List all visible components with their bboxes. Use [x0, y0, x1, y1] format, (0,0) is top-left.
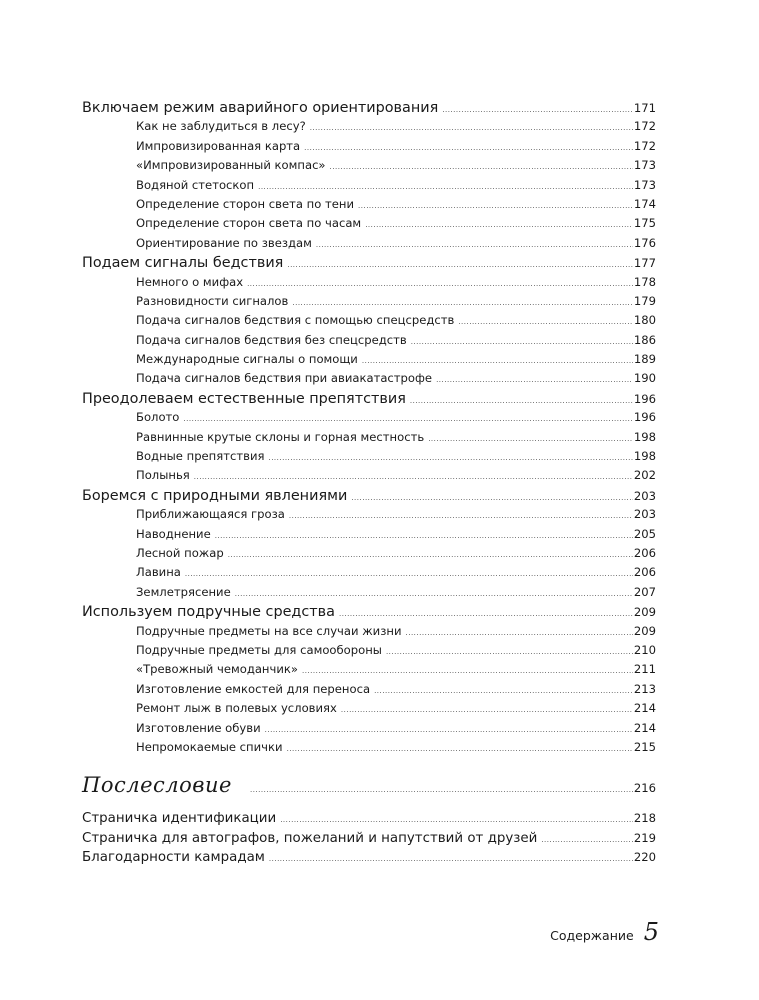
entry-title: Лесной пожар	[136, 545, 224, 560]
dot-leader	[411, 338, 633, 346]
toc-subsection-entry	[82, 352, 656, 371]
dot-leader	[215, 532, 633, 540]
toc-subsection-entry	[82, 371, 656, 390]
dot-leader	[428, 435, 633, 443]
entry-title: Подручные предметы на все случаи жизни	[136, 623, 402, 638]
toc-subsection-entry	[82, 740, 656, 759]
entry-title: Разновидности сигналов	[136, 293, 289, 308]
toc-subsection-entry	[82, 624, 656, 643]
entry-title: Подача сигналов бедствия с помощью спецсредств	[136, 313, 455, 328]
dot-leader	[304, 144, 633, 152]
dot-leader	[194, 473, 633, 481]
entry-title: «Импровизированный компас»	[136, 158, 326, 173]
entry-title: Изготовление обуви	[136, 720, 261, 735]
entry-title: Подручные предметы для самообороны	[136, 642, 382, 657]
entry-page-number: 203	[633, 507, 656, 522]
entry-page-number: 176	[633, 235, 656, 250]
page-number: 5	[643, 918, 659, 946]
entry-page-number: 211	[633, 662, 656, 677]
entry-title: Равнинные крутые склоны и горная местность	[136, 429, 425, 444]
entry-page-number: 173	[633, 177, 656, 192]
entry-page-number: 174	[633, 196, 656, 211]
dot-leader	[302, 667, 633, 675]
entry-page-number: 189	[633, 352, 656, 367]
entry-title: Определение сторон света по тени	[136, 196, 355, 211]
dot-leader	[247, 280, 633, 288]
toc-subsection-entry	[82, 682, 656, 701]
entry-page-number: 214	[633, 720, 656, 735]
dot-leader	[269, 855, 633, 863]
entry-page-number: 180	[633, 313, 656, 328]
toc-subsection-entry	[82, 527, 656, 546]
toc-subsection-entry	[82, 333, 656, 352]
entry-page-number: 209	[633, 623, 656, 638]
toc-subsection-entry	[82, 275, 656, 294]
entry-page-number: 213	[633, 681, 656, 696]
dot-leader	[258, 183, 633, 191]
entry-page-number: 206	[633, 545, 656, 560]
entry-title: Страничка идентификации	[82, 811, 277, 827]
entry-page-number: 216	[633, 781, 656, 796]
toc-subsection-entry	[82, 662, 656, 681]
entry-page-number: 172	[633, 138, 656, 153]
entry-page-number: 190	[633, 371, 656, 386]
dot-leader	[410, 397, 633, 405]
dot-leader	[280, 816, 633, 824]
toc-chapter-entry	[82, 255, 656, 274]
dot-leader	[458, 318, 633, 326]
entry-title: Наводнение	[136, 526, 211, 541]
entry-title: Импровизированная карта	[136, 138, 301, 153]
entry-page-number: 177	[633, 256, 656, 271]
dot-leader	[289, 512, 633, 520]
entry-page-number: 207	[633, 584, 656, 599]
entry-page-number: 218	[633, 811, 656, 826]
toc-subsection-entry	[82, 313, 656, 332]
toc-subsection-entry	[82, 119, 656, 138]
entry-page-number: 209	[633, 605, 656, 620]
entry-title: Землетрясение	[136, 584, 231, 599]
entry-title: Определение сторон света по часам	[136, 216, 362, 231]
entry-title: Используем подручные средства	[82, 604, 335, 621]
entry-title: «Тревожный чемоданчик»	[136, 662, 298, 677]
toc-subsection-entry	[82, 197, 656, 216]
dot-leader	[436, 376, 633, 384]
entry-page-number: 198	[633, 449, 656, 464]
toc-subsection-entry	[82, 585, 656, 604]
entry-page-number: 175	[633, 216, 656, 231]
table-of-contents	[82, 100, 656, 869]
entry-page-number: 196	[633, 391, 656, 406]
toc-subsection-entry	[82, 430, 656, 449]
entry-title: Страничка для автографов, пожеланий и напутствий от друзей	[82, 830, 538, 846]
entry-title: Подача сигналов бедствия без спецсредств	[136, 332, 407, 347]
dot-leader	[406, 629, 633, 637]
entry-page-number: 186	[633, 332, 656, 347]
dot-leader	[287, 261, 633, 269]
toc-subsection-entry	[82, 643, 656, 662]
entry-page-number: 203	[633, 488, 656, 503]
entry-title: Подаем сигналы бедствия	[82, 255, 284, 272]
entry-title: Международные сигналы о помощи	[136, 352, 358, 367]
entry-title: Болото	[136, 410, 180, 425]
dot-leader	[358, 202, 633, 210]
entry-page-number: 179	[633, 293, 656, 308]
entry-title: Преодолеваем естественные препятствия	[82, 390, 406, 407]
toc-subsection-entry	[82, 178, 656, 197]
entry-title: Водные препятствия	[136, 449, 265, 464]
dot-leader	[185, 570, 633, 578]
toc-chapter-entry	[82, 604, 656, 623]
page-footer	[550, 918, 659, 946]
dot-leader	[287, 745, 633, 753]
entry-page-number: 206	[633, 565, 656, 580]
footer-section-label: Содержание	[550, 928, 634, 943]
toc-subsection-entry	[82, 294, 656, 313]
dot-leader	[339, 610, 633, 618]
entry-page-number: 196	[633, 410, 656, 425]
entry-page-number: 171	[633, 101, 656, 115]
dot-leader	[341, 706, 633, 714]
entry-page-number: 219	[633, 830, 656, 845]
entry-title: Лавина	[136, 565, 181, 580]
dot-leader	[541, 836, 633, 844]
dot-leader	[265, 726, 633, 734]
entry-title: Приближающаяся гроза	[136, 507, 285, 522]
entry-page-number: 172	[633, 119, 656, 134]
toc-subsection-entry	[82, 139, 656, 158]
dot-leader	[365, 221, 633, 229]
dot-leader	[351, 494, 633, 502]
toc-subsection-entry	[82, 236, 656, 255]
entry-title: Как не заблудиться в лесу?	[136, 119, 306, 134]
entry-title: Ремонт лыж в полевых условиях	[136, 701, 337, 716]
toc-subsection-entry	[82, 216, 656, 235]
entry-title: Подача сигналов бедствия при авиакатастрофе	[136, 371, 433, 386]
entry-title: Водяной стетоскоп	[136, 177, 255, 192]
entry-page-number: 202	[633, 468, 656, 483]
toc-appendix-entry	[82, 831, 656, 850]
entry-page-number: 214	[633, 701, 656, 716]
dot-leader	[183, 415, 632, 423]
entry-title: Немного о мифах	[136, 274, 244, 289]
dot-leader	[374, 687, 633, 695]
dot-leader	[268, 454, 632, 462]
dot-leader	[250, 786, 633, 794]
entry-title: Боремся с природными явлениями	[82, 487, 348, 504]
entry-title: Благодарности камрадам	[82, 850, 265, 866]
toc-subsection-entry	[82, 468, 656, 487]
toc-subsection-entry	[82, 410, 656, 429]
toc-subsection-entry	[82, 449, 656, 468]
dot-leader	[235, 590, 633, 598]
entry-page-number: 173	[633, 158, 656, 173]
dot-leader	[362, 357, 633, 365]
entry-title: Включаем режим аварийного ориентирования	[82, 100, 439, 116]
dot-leader	[228, 551, 633, 559]
toc-subsection-entry	[82, 507, 656, 526]
toc-subsection-entry	[82, 158, 656, 177]
entry-page-number: 205	[633, 526, 656, 541]
dot-leader	[292, 299, 632, 307]
entry-page-number: 220	[633, 850, 656, 865]
toc-chapter-entry	[82, 488, 656, 507]
dot-leader	[310, 124, 633, 132]
dot-leader	[316, 241, 633, 249]
entry-page-number: 210	[633, 642, 656, 657]
entry-title: Послесловие	[82, 773, 232, 798]
toc-chapter-entry	[82, 391, 656, 410]
toc-subsection-entry	[82, 701, 656, 720]
toc-subsection-entry	[82, 546, 656, 565]
entry-title: Полынья	[136, 468, 190, 483]
entry-page-number: 215	[633, 739, 656, 754]
toc-chapter-entry	[82, 100, 656, 119]
dot-leader	[442, 106, 633, 114]
dot-leader	[386, 648, 633, 656]
entry-page-number: 178	[633, 274, 656, 289]
toc-appendix-entry	[82, 850, 656, 869]
entry-page-number: 198	[633, 429, 656, 444]
toc-epilogue-entry	[82, 773, 656, 807]
entry-title: Изготовление емкостей для переноса	[136, 681, 371, 696]
toc-appendix-entry	[82, 811, 656, 830]
dot-leader	[330, 163, 633, 171]
toc-subsection-entry	[82, 721, 656, 740]
entry-title: Непромокаемые спички	[136, 739, 283, 754]
entry-title: Ориентирование по звездам	[136, 235, 312, 250]
toc-subsection-entry	[82, 565, 656, 584]
